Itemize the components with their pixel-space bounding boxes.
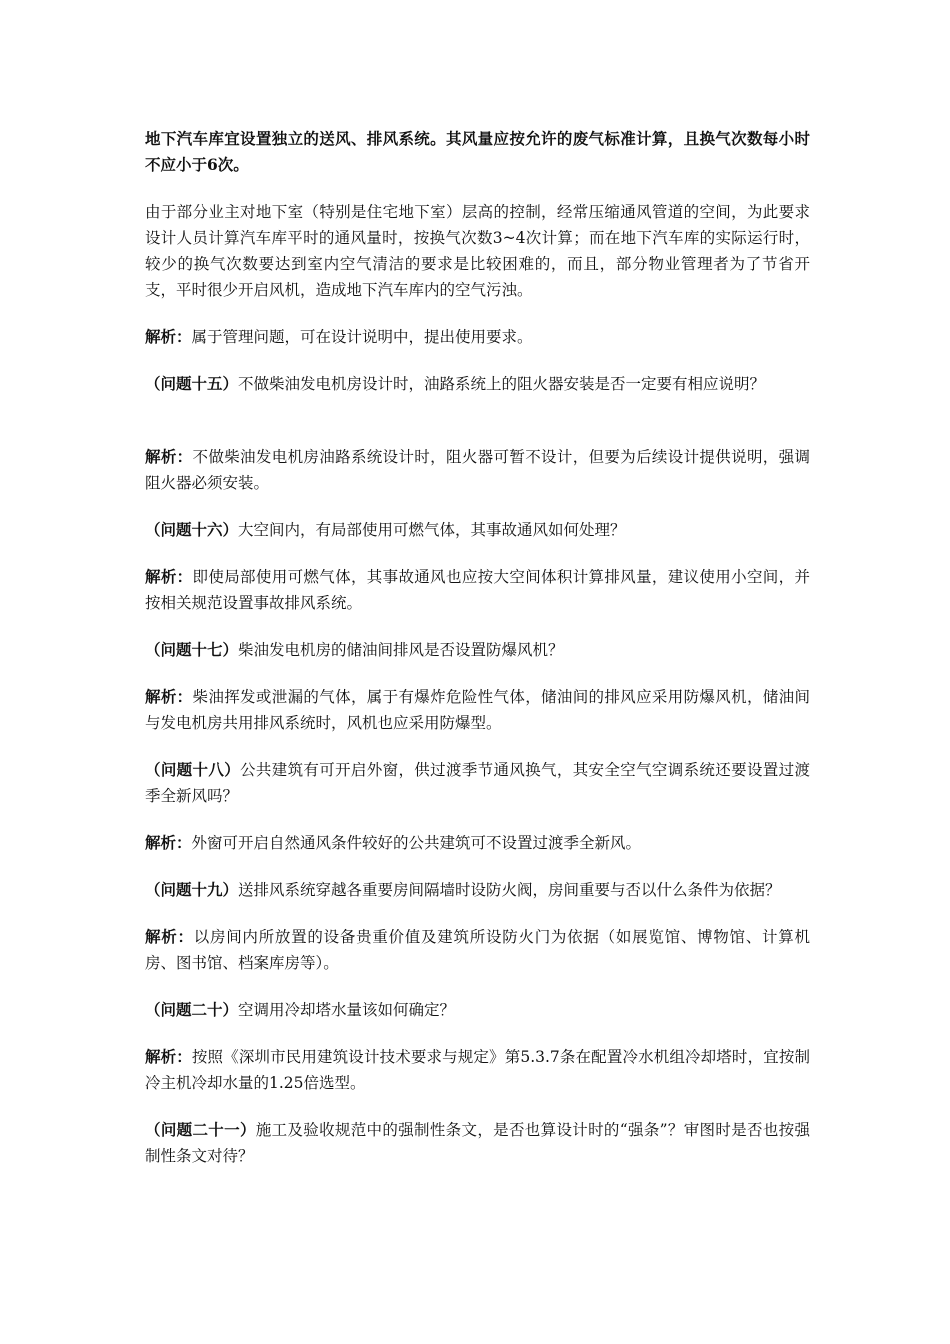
question-15 <box>145 371 810 397</box>
answer-20 <box>145 1044 810 1096</box>
answer-text: 即使局部使用可燃气体，其事故通风也应按大空间体积计算排风量，建议使用小空间，并按相关规范设置事故排风系统。 <box>145 568 810 612</box>
intro-analysis <box>145 324 810 350</box>
question-18 <box>145 757 810 809</box>
answer-18 <box>145 830 810 856</box>
answer-text: 柴油挥发或泄漏的气体，属于有爆炸危险性气体，储油间的排风应采用防爆风机，储油间与发电机房共用排风系统时，风机也应采用防爆型。 <box>145 688 810 732</box>
question-text: 施工及验收规范中的强制性条文，是否也算设计时的“强条”？审图时是否也按强制性条文对待？ <box>145 1121 810 1165</box>
question-19 <box>145 877 810 903</box>
question-20 <box>145 997 810 1023</box>
question-text: 公共建筑有可开启外窗，供过渡季节通风换气，其安全空气空调系统还要设置过渡季全新风吗？ <box>145 761 810 805</box>
answer-label: 解析： <box>145 927 194 946</box>
document-page <box>145 126 810 1190</box>
question-label: （问题二十） <box>145 1000 239 1019</box>
question-label: （问题十六） <box>145 520 239 539</box>
answer-19 <box>145 924 810 976</box>
question-21 <box>145 1117 810 1169</box>
intro-heading: 地下汽车库宜设置独立的送风、排风系统。其风量应按允许的废气标准计算，且换气次数每小时不应小于6次。 <box>145 129 810 174</box>
question-17 <box>145 637 810 663</box>
question-text: 送排风系统穿越各重要房间隔墙时设防火阀，房间重要与否以什么条件为依据？ <box>238 881 781 899</box>
question-text: 空调用冷却塔水量该如何确定？ <box>238 1001 456 1019</box>
answer-label: 解析： <box>145 447 193 466</box>
question-16 <box>145 517 810 543</box>
answer-label: 解析： <box>145 833 192 852</box>
question-label: （问题十五） <box>145 374 239 393</box>
answer-label: 解析： <box>145 687 193 706</box>
question-label: （问题十九） <box>145 880 239 899</box>
question-text: 大空间内，有局部使用可燃气体，其事故通风如何处理？ <box>238 521 626 539</box>
analysis-label: 解析： <box>145 327 192 346</box>
answer-label: 解析： <box>145 567 193 586</box>
answer-text: 外窗可开启自然通风条件较好的公共建筑可不设置过渡季全新风。 <box>191 834 642 852</box>
answer-16 <box>145 564 810 616</box>
analysis-text: 属于管理问题，可在设计说明中，提出使用要求。 <box>191 328 533 346</box>
question-label: （问题十八） <box>145 760 241 779</box>
answer-text: 按照《深圳市民用建筑设计技术要求与规定》第5.3.7条在配置冷水机组冷却塔时，宜按制冷主机冷却水量的1.25倍选型。 <box>145 1048 810 1092</box>
intro-body: 由于部分业主对地下室（特别是住宅地下室）层高的控制，经常压缩通风管道的空间，为此要求设计人员计算汽车库平时的通风量时，按换气次数3~4次计算；而在地下汽车库的实际运行时，较少的换气次数要达到室内空气清洁的要求是比较困难的，而且，部分物业管理者为了节省开支，平时很少开启风机，造成地下汽车库内的空气污浊。 <box>145 203 810 299</box>
answer-15 <box>145 444 810 496</box>
question-text: 不做柴油发电机房设计时，油路系统上的阻火器安装是否一定要有相应说明？ <box>238 375 766 393</box>
question-label: （问题十七） <box>145 640 239 659</box>
answer-text: 以房间内所放置的设备贵重价值及建筑所设防火门为依据（如展览馆、博物馆、计算机房、图书馆、档案库房等）。 <box>145 928 810 972</box>
question-label: （问题二十一） <box>145 1120 256 1139</box>
answer-label: 解析： <box>145 1047 192 1066</box>
answer-17 <box>145 684 810 736</box>
question-text: 柴油发电机房的储油间排风是否设置防爆风机？ <box>238 641 564 659</box>
answer-text: 不做柴油发电机房油路系统设计时，阻火器可暂不设计，但要为后续设计提供说明，强调阻火器必须安装。 <box>145 448 810 492</box>
